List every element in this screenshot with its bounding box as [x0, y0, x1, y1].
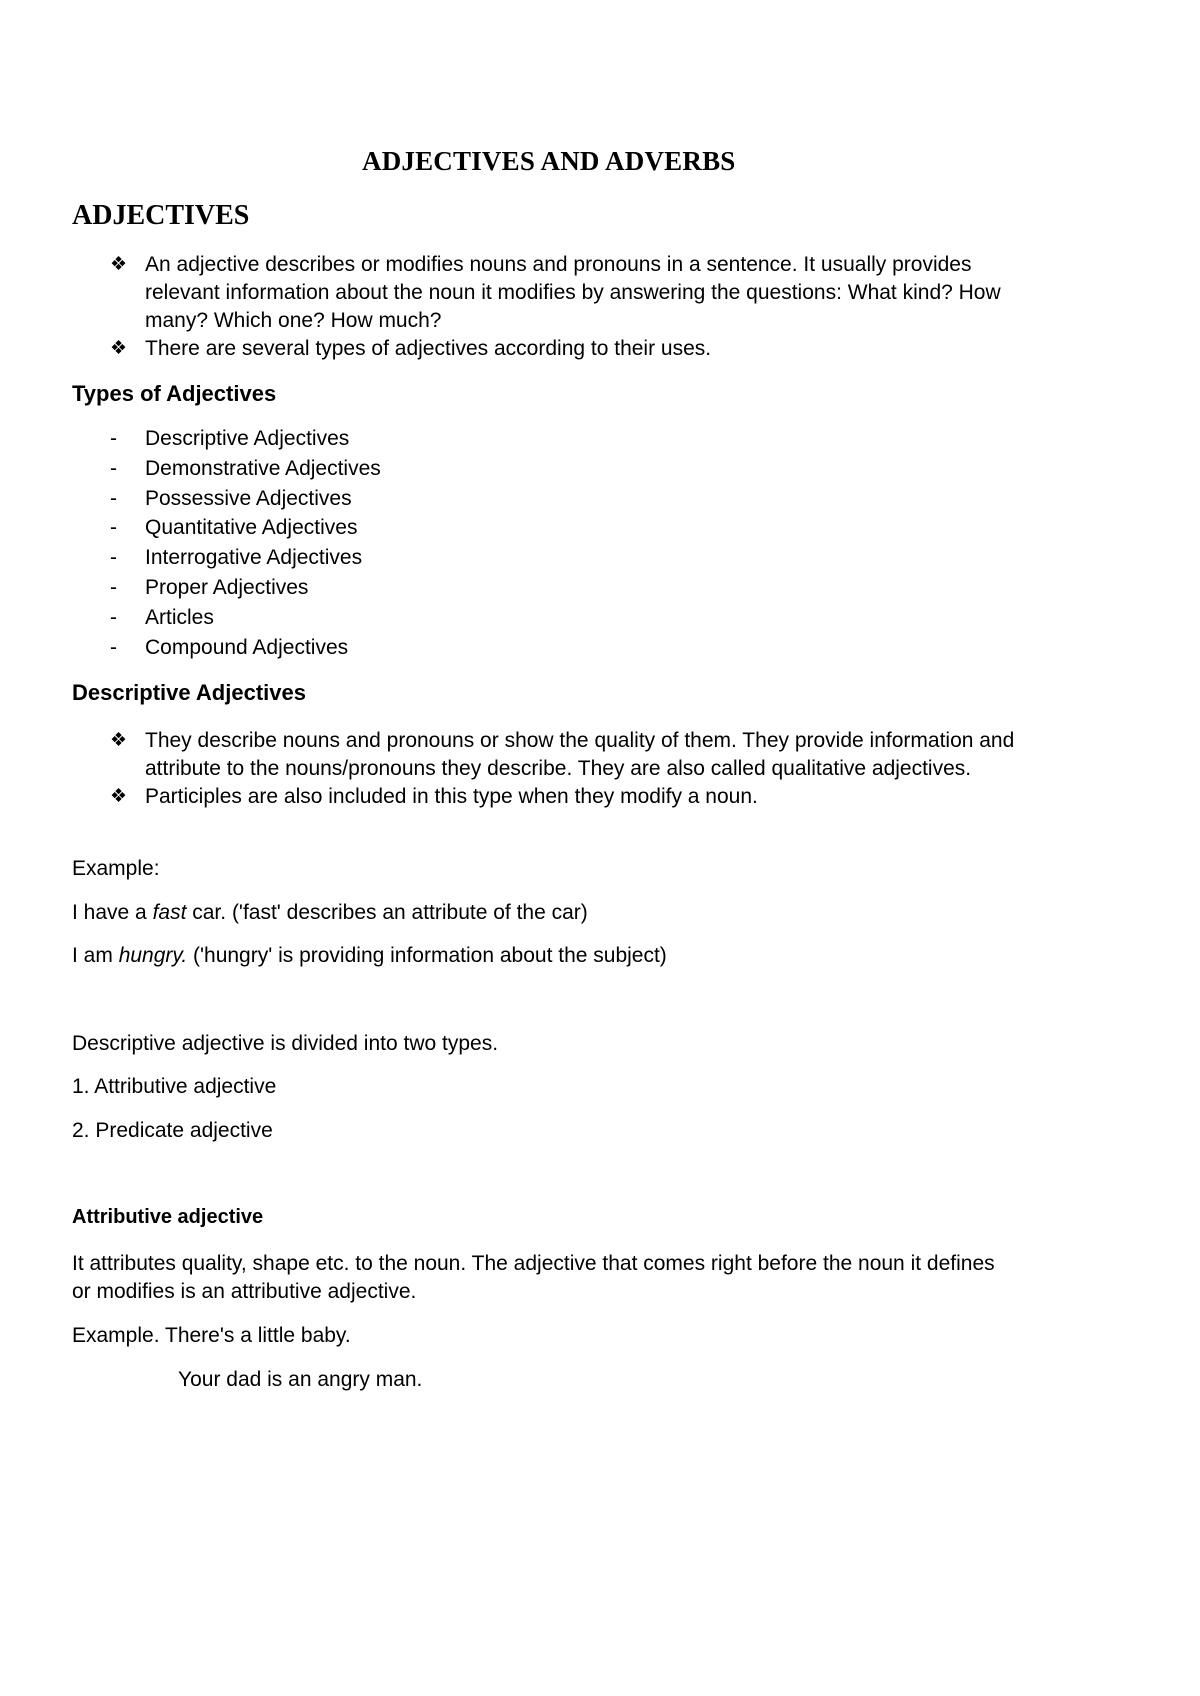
division-item-2: 2. Predicate adjective: [72, 1119, 273, 1142]
type-item-text: Proper Adjectives: [145, 575, 309, 599]
section-heading-adjectives: ADJECTIVES: [72, 200, 250, 231]
diamond-bullet-icon: ❖: [110, 338, 128, 359]
intro-bullet-list: [72, 251, 1072, 363]
example-emphasis: hungry.: [118, 944, 188, 967]
example-label: Example:: [72, 857, 160, 880]
list-item: [72, 484, 381, 514]
example-text: ('hungry' is providing information about the subject): [187, 944, 667, 967]
type-item-text: Quantitative Adjectives: [145, 516, 358, 540]
list-item: [72, 543, 381, 573]
list-item: [72, 424, 381, 454]
division-text: Descriptive adjective is divided into two types.: [72, 1032, 499, 1055]
descriptive-bullet-list: [72, 727, 1072, 811]
example-emphasis: fast: [152, 901, 187, 924]
type-item-text: Possessive Adjectives: [145, 486, 352, 510]
list-item: [72, 633, 381, 663]
type-item-text: Articles: [145, 605, 214, 629]
descriptive-heading: Descriptive Adjectives: [72, 680, 306, 705]
dash-marker: -: [110, 635, 117, 659]
example-text: . There's a little baby.: [153, 1324, 351, 1347]
diamond-bullet-icon: ❖: [110, 254, 128, 275]
list-item: [72, 513, 381, 543]
example-label: Example: [72, 1324, 154, 1347]
list-item: [72, 783, 1072, 811]
bullet-text: An adjective describes or modifies nouns and pronouns in a sentence. It usually provides relevant information about the noun it modifies by answering the questions: What kind? How many? Which one? How much?: [145, 253, 1001, 332]
dash-marker: -: [110, 486, 117, 510]
division-item-1: 1. Attributive adjective: [72, 1075, 277, 1098]
list-item: [72, 727, 1045, 783]
attributive-example-2: Your dad is an angry man.: [178, 1368, 423, 1391]
bullet-text: There are several types of adjectives according to their uses.: [145, 337, 712, 360]
attributive-text-line-1: It attributes quality, shape etc. to the noun. The adjective that comes right before the noun it defines: [72, 1252, 995, 1275]
types-list: [72, 424, 381, 662]
dash-marker: -: [110, 605, 117, 629]
type-item-text: Interrogative Adjectives: [145, 546, 363, 570]
type-item-text: Descriptive Adjectives: [145, 427, 350, 450]
diamond-bullet-icon: ❖: [110, 730, 128, 751]
dash-marker: -: [110, 516, 117, 540]
dash-marker: -: [110, 456, 117, 480]
dash-marker: -: [110, 427, 117, 450]
list-item: [72, 251, 1045, 335]
example-text: I have a: [72, 901, 153, 924]
list-item: [72, 603, 381, 633]
example-text: car. ('fast' describes an attribute of the car): [186, 901, 588, 924]
type-item-text: Demonstrative Adjectives: [145, 456, 381, 480]
list-item: [72, 573, 381, 603]
example-sentence-1: [72, 899, 588, 927]
attributive-example-1: [72, 1322, 351, 1350]
document-title: ADJECTIVES AND ADVERBS: [362, 146, 736, 176]
list-item: [72, 454, 381, 484]
example-sentence-2: [72, 942, 667, 970]
bullet-text: Participles are also included in this type when they modify a noun.: [145, 785, 758, 808]
attributive-text-line-2: or modifies is an attributive adjective.: [72, 1280, 417, 1303]
example-text: I am: [72, 944, 119, 967]
types-heading: Types of Adjectives: [72, 381, 277, 406]
dash-marker: -: [110, 546, 117, 570]
attributive-heading: Attributive adjective: [72, 1206, 264, 1228]
type-item-text: Compound Adjectives: [145, 635, 349, 659]
diamond-bullet-icon: ❖: [110, 786, 128, 807]
list-item: [72, 335, 1072, 363]
bullet-text: They describe nouns and pronouns or show the quality of them. They provide information and attribute to the nouns/pronouns they describe. They are also called qualitative adjectives.: [145, 729, 1015, 780]
dash-marker: -: [110, 575, 117, 599]
